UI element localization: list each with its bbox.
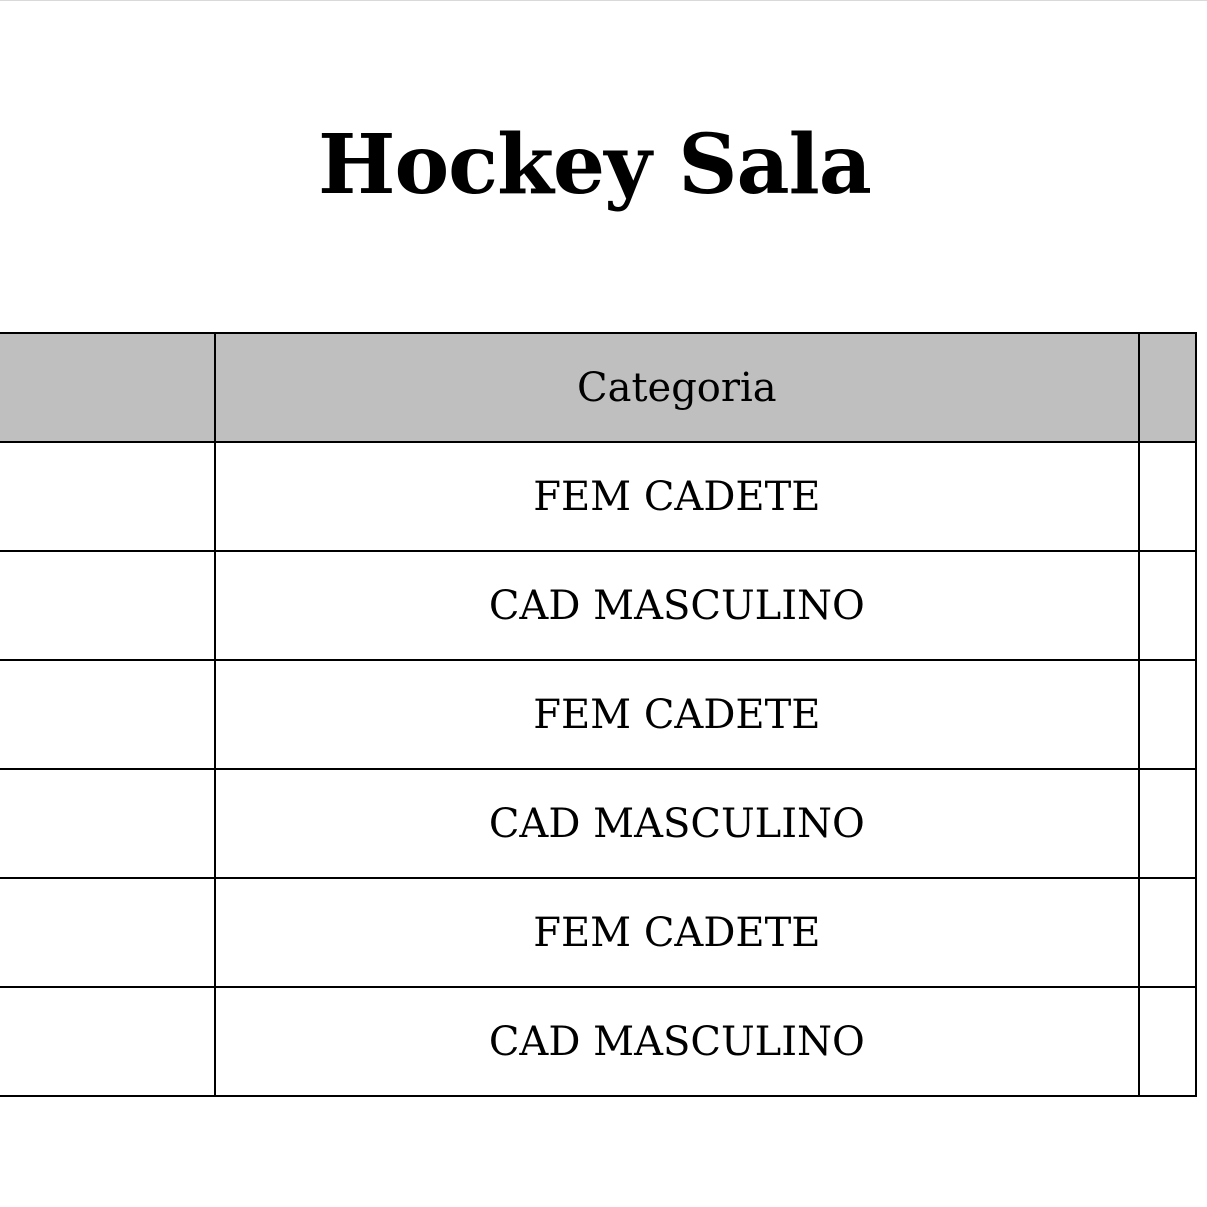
table-cell-right [1139, 878, 1196, 987]
table-header-row [0, 333, 1196, 442]
table-row [0, 442, 1196, 551]
table-row [0, 769, 1196, 878]
page-top-edge [0, 0, 1207, 1]
table-cell-categoria: CAD MASCULINO [215, 769, 1139, 878]
table-cell-right [1139, 660, 1196, 769]
schedule-table [0, 332, 1197, 1097]
table-cell-categoria: CAD MASCULINO [215, 551, 1139, 660]
table-cell-left [0, 660, 215, 769]
table-cell-left [0, 769, 215, 878]
table-cell-right [1139, 442, 1196, 551]
table-cell-categoria: FEM CADETE [215, 442, 1139, 551]
table-cell-categoria: CAD MASCULINO [215, 987, 1139, 1096]
table-row [0, 660, 1196, 769]
table-cell-left [0, 442, 215, 551]
page-title: Hockey Sala [318, 117, 871, 213]
table-row [0, 551, 1196, 660]
table-cell-right [1139, 551, 1196, 660]
table-cell-left [0, 551, 215, 660]
table-cell-right [1139, 987, 1196, 1096]
table-cell-left [0, 878, 215, 987]
table-row [0, 987, 1196, 1096]
header-cell-right [1139, 333, 1196, 442]
table-cell-right [1139, 769, 1196, 878]
table-cell-categoria: FEM CADETE [215, 660, 1139, 769]
header-cell-left [0, 333, 215, 442]
table-row [0, 878, 1196, 987]
table-cell-left [0, 987, 215, 1096]
header-cell-categoria: Categoria [215, 333, 1139, 442]
table-cell-categoria: FEM CADETE [215, 878, 1139, 987]
